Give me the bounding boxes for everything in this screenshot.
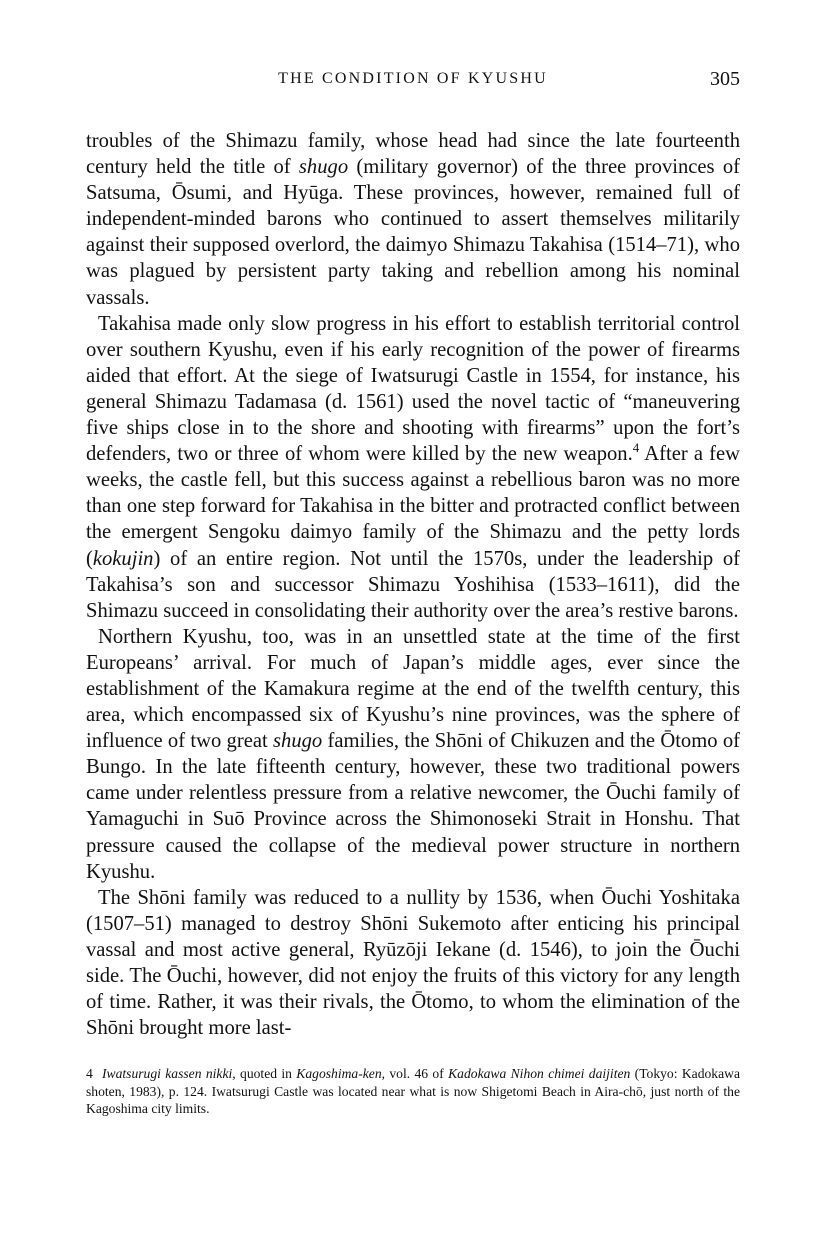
text-run: (Tokyo: Kadokawa shoten, 1983), p. 124. Iwatsurugi Castle was located near what is now Shigetomi Beach in Aira-chō, just north of the Kagoshima city limits.	[86, 1066, 740, 1117]
text-run: families, the Shōni of Chikuzen and the Ōtomo of Bungo. In the late fifteenth century, however, these two traditional powers came under relentless pressure from a relative newcomer, the Ōuchi family of Yamaguchi in Suō Province across the Shimonoseki Strait in Honshu. That pressure caused the collapse of the medieval power structure in northern Kyushu.	[86, 730, 740, 883]
text-run: The Shōni family was reduced to a nullity by 1536, when Ōuchi Yoshitaka (1507–51) managed to destroy Shōni Sukemoto after enticing his principal vassal and most active general, Ryūzōji Iekane (d. 1546), to join the Ōuchi side. The Ōuchi, however, did not enjoy the fruits of this victory for any length of time. Rather, it was their rivals, the Ōtomo, to whom the elimination of the Shōni brought more last-	[86, 886, 740, 1040]
text-run: Northern Kyushu, too, was in an unsettled state at the time of the first Europeans’ arrival. For much of Japan’s middle ages, ever since the establishment of the Kamakura regime at the end of the twelfth century, this area, which encompassed six of Kyushu’s nine provinces, was the sphere of influence of two great	[86, 625, 740, 753]
text-run: , quoted in	[232, 1066, 297, 1082]
book-page	[86, 70, 740, 1118]
running-head	[86, 70, 740, 100]
text-run: , vol. 46 of	[381, 1066, 449, 1082]
italic-text: kokujin	[92, 547, 154, 570]
text-run: After a few weeks, the castle fell, but this success against a rebellious baron was no more than one step forward for Takahisa in the bitter and protracted conflict between the emergent Sengoku daimyo family of the Shimazu and the petty lords (	[86, 443, 740, 570]
italic-text: shugo	[298, 156, 349, 179]
paragraph	[86, 128, 740, 311]
paragraph	[86, 624, 740, 885]
paragraph	[86, 311, 740, 624]
italic-text: Iwatsurugi kassen nikki	[102, 1066, 233, 1082]
page-number: 305	[710, 68, 740, 90]
text-run: ) of an entire region. Not until the 1570s, under the leadership of Takahisa’s son and successor Shimazu Yoshihisa (1533–1611), did the Shimazu succeed in consolidating their authority over the area’s restive barons.	[86, 547, 740, 622]
footnote-number: 4	[86, 1066, 93, 1082]
text-run: (military governor) of the three provinces of Satsuma, Ōsumi, and Hyūga. These provinces, however, remained full of independent-minded barons who continued to assert themselves militarily against their supposed overlord, the daimyo Shimazu Takahisa (1514–71), who was plagued by persistent party taking and rebellion among his nominal vassals.	[86, 156, 740, 309]
footnote-ref: 4	[632, 440, 640, 456]
italic-text: Kagoshima-ken	[296, 1066, 382, 1082]
text-run: Takahisa made only slow progress in his effort to establish territorial control over southern Kyushu, even if his early recognition of the power of firearms aided that effort. At the siege of Iwatsurugi Castle in 1554, for instance, his general Shimazu Tadamasa (d. 1561) used the novel tactic of “maneuvering five ships close in to the shore and shooting with firearms” upon the fort’s defenders, two or three of whom were killed by the new weapon.	[86, 312, 740, 466]
footnotes	[86, 1065, 740, 1118]
paragraph	[86, 885, 740, 1042]
running-title: THE CONDITION OF KYUSHU	[278, 70, 548, 87]
italic-text: Kadokawa Nihon chimei daijiten	[448, 1066, 631, 1082]
text-run: troubles of the Shimazu family, whose head had since the late fourteenth century held the title of	[86, 130, 740, 179]
footnote	[86, 1065, 740, 1118]
body-text	[86, 128, 740, 1041]
italic-text: shugo	[273, 730, 323, 753]
